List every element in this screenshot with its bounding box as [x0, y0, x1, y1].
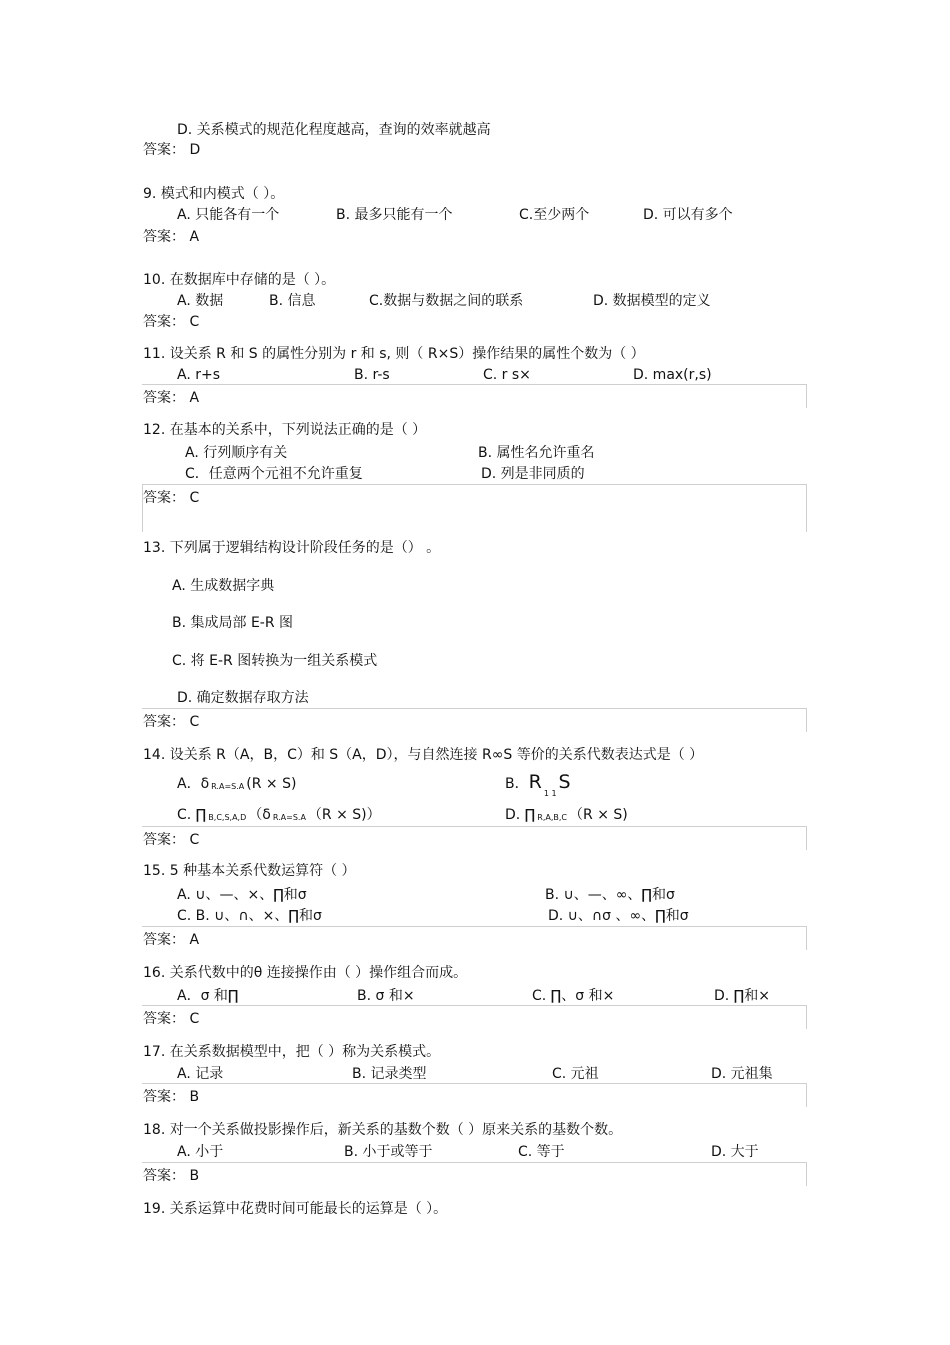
q14-option-b-prefix: B．: [505, 776, 529, 792]
q9-option-c: C.至少两个: [519, 207, 590, 223]
q13-option-c: C. 将 E-R 图转换为一组关系模式: [172, 653, 378, 669]
q14-stem: 14. 设关系 R（A，B，C）和 S（A，D），与自然连接 R∞S 等价的关系代数表达式是（ ）: [143, 747, 704, 763]
q13-answer-rule: [142, 708, 807, 709]
q14-option-b-r: R: [528, 771, 542, 793]
q12-option-c: C．任意两个元祖不允许重复: [185, 466, 363, 482]
q15-stem: 15. 5 种基本关系代数运算符（ ）: [143, 863, 356, 879]
q15-answer: 答案： A: [143, 932, 200, 948]
q18-answer: 答案： B: [143, 1168, 200, 1184]
q12-option-b: B. 属性名允许重名: [478, 445, 595, 461]
q14-answer: 答案： C: [143, 832, 200, 848]
q15-option-d: D. ∪、∩σ 、∞、∏和σ: [548, 908, 689, 924]
q18-answer-rule-right: [806, 1162, 807, 1186]
q12-option-d: D. 列是非同质的: [481, 466, 585, 482]
q18-stem: 18. 对一个关系做投影操作后，新关系的基数个数（ ）原来关系的基数个数。: [143, 1122, 623, 1138]
q12-answer-rule: [142, 484, 807, 485]
q11-answer: 答案： A: [143, 390, 200, 406]
q16-answer-rule: [142, 1005, 807, 1006]
q15-answer-rule: [142, 926, 807, 927]
q14-option-d-expr: （R × S): [569, 807, 628, 823]
q13-stem: 13. 下列属于逻辑结构设计阶段任务的是（） 。: [143, 540, 441, 556]
q14-option-a: [177, 775, 296, 796]
q12-option-a: A. 行列顺序有关: [185, 445, 288, 461]
q14-option-a-subscript: R.A=S.A: [211, 782, 245, 791]
q9-answer: 答案： A: [143, 229, 200, 245]
q14-option-a-expr: (R × S): [246, 776, 297, 792]
q8-option-d: D. 关系模式的规范化程度越高，查询的效率就越高: [177, 122, 491, 138]
q16-answer-rule-right: [806, 1005, 807, 1029]
q15-option-c: C. B. ∪、∩、×、∏和σ: [177, 908, 322, 924]
q19-stem: 19. 关系运算中花费时间可能最长的运算是（ ）。: [143, 1201, 448, 1217]
q14-option-c-subscript1: B,C,S,A,D: [208, 813, 247, 822]
q17-answer-rule-right: [806, 1083, 807, 1107]
q10-answer: 答案： C: [143, 314, 200, 330]
q9-stem: 9. 模式和内模式（ ）。: [143, 186, 285, 202]
q18-option-a: A. 小于: [177, 1144, 224, 1160]
q17-stem: 17. 在关系数据模型中，把（ ）称为关系模式。: [143, 1044, 441, 1060]
q17-answer: 答案： B: [143, 1089, 200, 1105]
q12-answer: 答案： C: [143, 490, 200, 506]
q13-answer-rule-right: [806, 708, 807, 732]
q14-option-a-prefix: A．δ: [177, 776, 210, 792]
q14-option-d: [505, 806, 628, 827]
q13-option-b: B. 集成局部 E-R 图: [172, 615, 294, 631]
q14-option-c-prefix: C. ∏: [177, 807, 207, 823]
q10-stem: 10. 在数据库中存储的是（ ）。: [143, 272, 336, 288]
q14-answer-rule-right: [806, 826, 807, 850]
q11-option-c: C. r s×: [483, 367, 531, 383]
q10-option-c: C.数据与数据之间的联系: [369, 293, 524, 309]
q8-answer: 答案： D: [143, 142, 201, 158]
q14-option-c: [177, 806, 381, 827]
q13-answer: 答案： C: [143, 714, 200, 730]
q11-option-a: A. r+s: [177, 367, 221, 383]
q16-answer: 答案： C: [143, 1011, 200, 1027]
q10-option-d: D. 数据模型的定义: [593, 293, 711, 309]
q15-answer-rule-right: [806, 926, 807, 950]
q13-option-d: D. 确定数据存取方法: [177, 690, 309, 706]
q18-option-b: B. 小于或等于: [344, 1144, 433, 1160]
q9-option-b: B. 最多只能有一个: [336, 207, 453, 223]
q14-option-c-subscript2: R.A=S.A: [272, 813, 306, 822]
q14-answer-rule: [142, 826, 807, 827]
q17-option-b: B. 记录类型: [352, 1066, 427, 1082]
q11-option-b: B. r-s: [354, 367, 390, 383]
q11-answer-rule: [142, 384, 807, 385]
q15-option-a: A. ∪、—、×、∏和σ: [177, 887, 307, 903]
q17-option-d: D. 元祖集: [711, 1066, 773, 1082]
q14-option-b-s: S: [558, 771, 571, 793]
q10-option-a: A. 数据: [177, 293, 224, 309]
q17-option-a: A. 记录: [177, 1066, 224, 1082]
q12-answer-rule-right: [806, 484, 807, 532]
q11-option-d: D. max(r,s): [633, 367, 712, 383]
q11-answer-rule-right: [806, 384, 807, 408]
q18-answer-rule: [142, 1162, 807, 1163]
q14-option-d-subscript: R,A,B,C: [537, 813, 568, 822]
q12-stem: 12. 在基本的关系中，下列说法正确的是（ ）: [143, 422, 427, 438]
q14-option-d-prefix: D. ∏: [505, 807, 536, 823]
q11-stem: 11. 设关系 R 和 S 的属性分别为 r 和 s, 则（ R×S）操作结果的属性个数为（ ）: [143, 346, 645, 362]
q16-option-a: A．σ 和∏: [177, 988, 239, 1004]
q15-option-b: B. ∪、—、∞、∏和σ: [545, 887, 675, 903]
q9-option-d: D. 可以有多个: [643, 207, 733, 223]
q14-option-c-mid: （δ: [248, 807, 271, 823]
q9-option-a: A. 只能各有一个: [177, 207, 280, 223]
q16-stem: 16. 关系代数中的θ 连接操作由（ ）操作组合而成。: [143, 965, 468, 981]
q14-option-b: [505, 773, 571, 803]
q16-option-c: C. ∏、σ 和×: [532, 988, 615, 1004]
q14-option-c-expr: （R × S)）: [307, 807, 381, 823]
q13-option-a: A. 生成数据字典: [172, 578, 275, 594]
q16-option-d: D. ∏和×: [714, 988, 771, 1004]
q17-option-c: C. 元祖: [552, 1066, 599, 1082]
q17-answer-rule: [142, 1083, 807, 1084]
q14-option-b-subscript: 1 1: [543, 789, 557, 798]
q18-option-c: C. 等于: [518, 1144, 565, 1160]
q18-option-d: D. 大于: [711, 1144, 759, 1160]
q16-option-b: B. σ 和×: [357, 988, 415, 1004]
q10-option-b: B. 信息: [269, 293, 316, 309]
